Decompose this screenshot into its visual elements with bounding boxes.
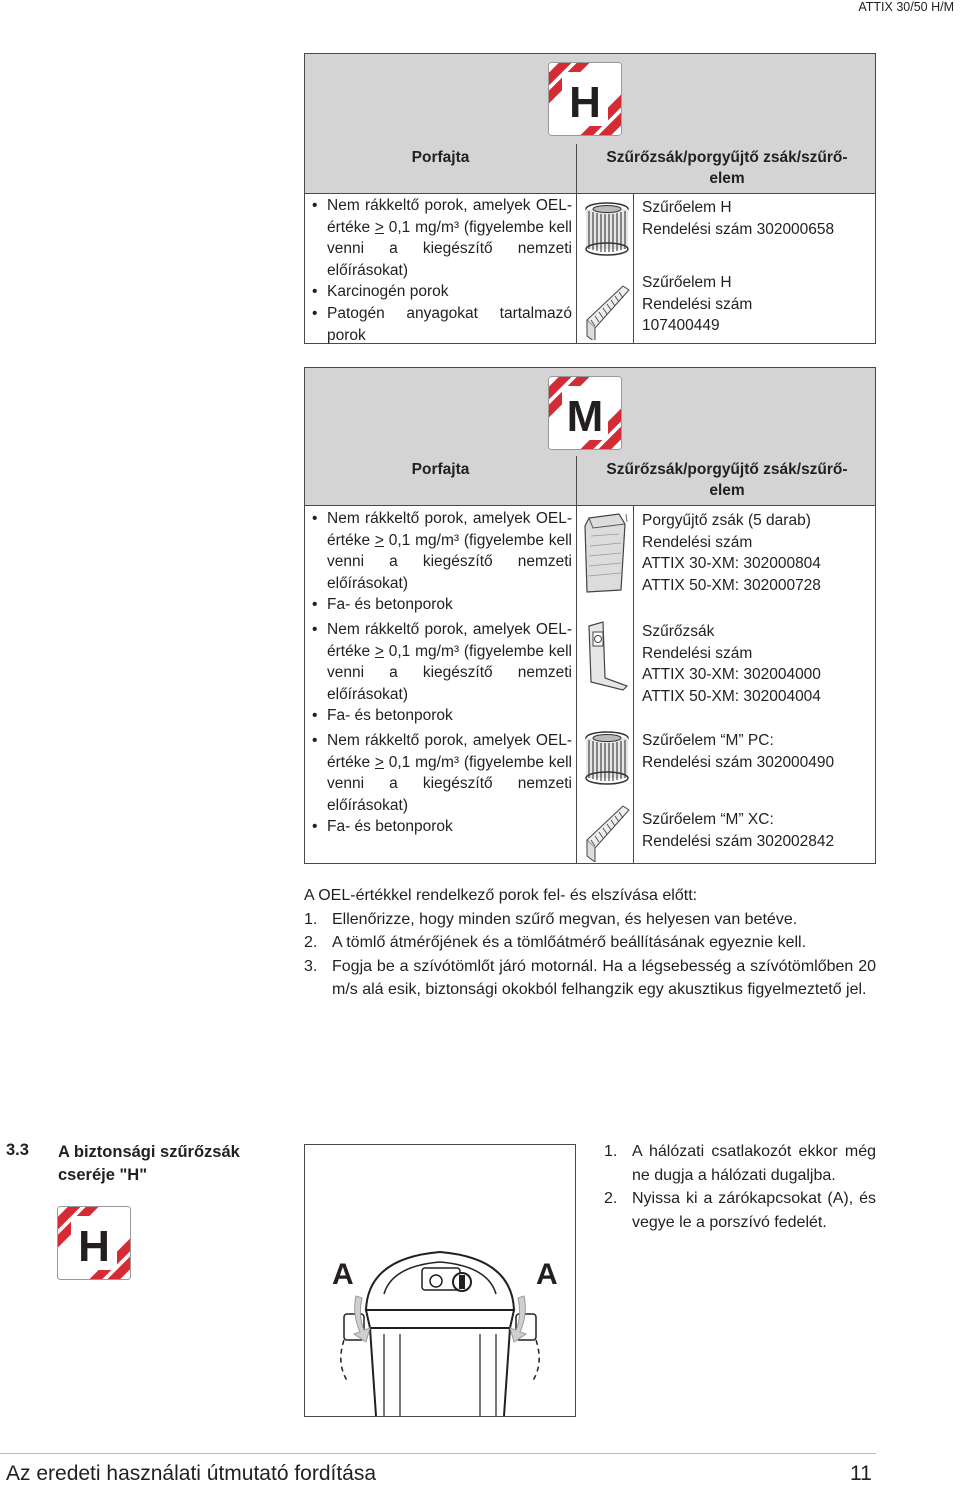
list-item: • Nem rákkeltő porok, amelyek OEL-értéke > 0,1 mg/m³ (figyelembe kell venni a kiegészítő nemzeti előírásokat): [307, 619, 572, 705]
list-item: • Fa- és betonporok: [307, 816, 572, 838]
list-item: • Patogén anyagokat tartalmazó porok: [307, 303, 572, 346]
procedure-step: 1. A hálózati csatlakozót ekkor még ne dugja a hálózati dugaljba.: [604, 1143, 876, 1184]
col-header-filter-bag: Szűrőzsák/porgyűjtő zsák/szűrő- elem: [606, 149, 848, 187]
section-number: 3.3: [6, 1141, 29, 1159]
filter-cartridge-image: [583, 199, 631, 259]
document-header: ATTIX 30/50 H/M: [858, 0, 954, 14]
class-h-sign-icon: [548, 62, 622, 136]
filter-bag-image: [583, 618, 633, 693]
svg-text:M: M: [566, 392, 604, 441]
procedure-step: 2. A tömlő átmérőjének és a tömlőátmérő beállításának egyeznie kell.: [304, 934, 807, 951]
replacement-steps: [604, 1140, 876, 1234]
svg-text:H: H: [569, 78, 601, 127]
filter-table-m: [304, 367, 876, 864]
list-item: • Karcinogén porok: [307, 281, 572, 303]
list-item: • Nem rákkeltő porok, amelyek OEL-értéke > 0,1 mg/m³ (figyelembe kell venni a kiegészítő nemzeti előírásokat): [307, 508, 572, 594]
vacuum-latch-figure: [304, 1144, 576, 1417]
col-header-dust-type: Porfajta: [411, 149, 470, 166]
filter-item-text: Szűrőzsák Rendelési szám ATTIX 30-XM: 302004000 ATTIX 50-XM: 302004004: [642, 623, 821, 705]
col-header-filter-bag: Szűrőzsák/porgyűjtő zsák/szűrő- elem: [606, 461, 848, 499]
svg-text:H: H: [78, 1222, 110, 1271]
filter-item-text: Porgyűjtő zsák (5 darab) Rendelési szám ATTIX 30-XM: 302000804 ATTIX 50-XM: 302000728: [642, 512, 821, 594]
list-item: • Nem rákkeltő porok, amelyek OEL-értéke > 0,1 mg/m³ (figyelembe kell venni a kiegészítő nemzeti előírásokat): [307, 195, 572, 281]
latch-label-left: A: [332, 1258, 354, 1291]
dust-type-list: [307, 730, 572, 838]
list-item: • Nem rákkeltő porok, amelyek OEL-értéke > 0,1 mg/m³ (figyelembe kell venni a kiegészítő nemzeti előírásokat): [307, 730, 572, 816]
page-number: 11: [850, 1462, 872, 1485]
dust-type-list: [307, 195, 572, 346]
filter-item-text: Szűrőelem H Rendelési szám 107400449: [642, 274, 753, 335]
footer-divider: [0, 1453, 876, 1454]
filter-cartridge-image: [583, 728, 631, 788]
dust-bag-image: [581, 512, 631, 596]
list-item: • Fa- és betonporok: [307, 705, 572, 727]
dust-type-list: [307, 619, 572, 727]
class-m-sign-icon: [548, 376, 622, 450]
footer-text: Az eredeti használati útmutató fordítása: [6, 1462, 377, 1485]
list-item: • Fa- és betonporok: [307, 594, 572, 616]
filter-table-h: [304, 53, 876, 344]
col-header-dust-type: Porfajta: [411, 461, 470, 478]
dust-type-list: [307, 508, 572, 616]
filter-item-text: Szűrőelem “M” PC: Rendelési szám 302000490: [642, 732, 835, 771]
oel-procedure: [304, 884, 876, 1002]
procedure-step: 2. Nyissa ki a zárókapcsokat (A), és vegye le a porszívó fedelét.: [604, 1190, 876, 1231]
section-title: A biztonsági szűrőzsák cseréje "H": [58, 1143, 240, 1184]
filter-item-text: Szűrőelem H Rendelési szám 302000658: [642, 199, 835, 238]
flat-filter-image: [583, 800, 633, 862]
procedure-intro: A OEL-értékkel rendelkező porok fel- és elszívása előtt:: [304, 887, 698, 904]
flat-filter-image: [583, 280, 633, 340]
procedure-step: 3. Fogja be a szívótömlőt járó motornál. Ha a légsebesség a szívótömlőben 20 m/s alá esik, biztonsági okokból felhangzik egy akusztikus figyelmeztető jel.: [304, 957, 876, 998]
procedure-step: 1. Ellenőrizze, hogy minden szűrő megvan, és helyesen van betéve.: [304, 910, 798, 928]
latch-label-right: A: [536, 1258, 558, 1291]
filter-item-text: Szűrőelem “M” XC: Rendelési szám 302002842: [642, 811, 835, 850]
class-h-sign-icon: [57, 1206, 131, 1280]
